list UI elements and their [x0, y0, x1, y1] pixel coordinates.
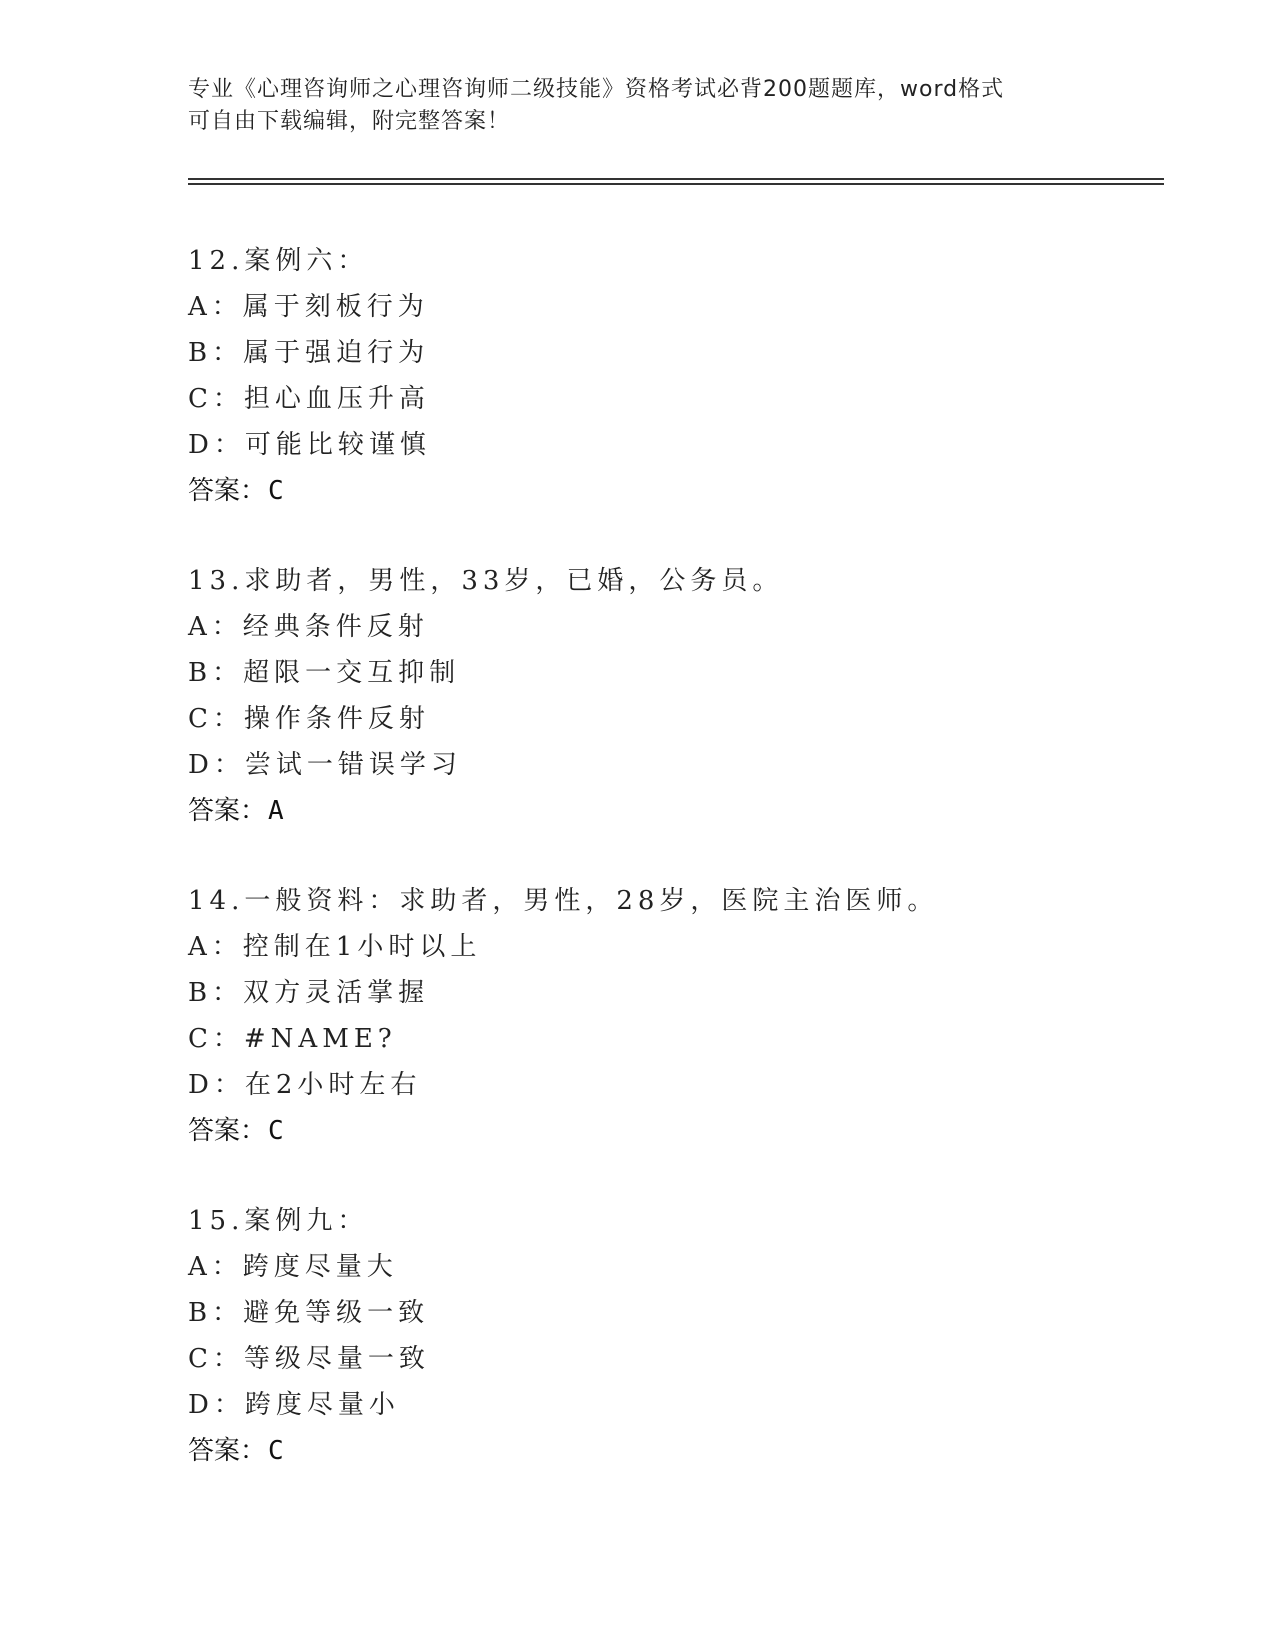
option-d: D：跨度尽量小 [188, 1390, 400, 1420]
answer-label: 答案： [188, 1116, 267, 1146]
option-a: A：经典条件反射 [188, 612, 429, 642]
option-a: A：跨度尽量大 [188, 1252, 398, 1282]
question-15 [188, 1198, 1148, 1474]
option-a: A：控制在1小时以上 [188, 932, 482, 962]
option-d: D：可能比较谨慎 [188, 430, 431, 460]
option-b: B：避免等级一致 [188, 1298, 430, 1328]
question-list [188, 238, 1148, 1518]
option-b: B：双方灵活掌握 [188, 978, 430, 1008]
option-d: D：尝试一错误学习 [188, 750, 462, 780]
header-divider-top [188, 178, 1164, 180]
answer-label: 答案： [188, 1436, 267, 1466]
answer-value: C [268, 1116, 284, 1146]
header-divider-bottom [188, 183, 1164, 185]
question-stem: 12.案例六： [188, 246, 369, 276]
option-c: C：等级尽量一致 [188, 1344, 430, 1374]
question-stem: 13.求助者，男性，33岁，已婚，公务员。 [188, 566, 784, 596]
option-d: D：在2小时左右 [188, 1070, 422, 1100]
option-c: C：#NAME? [188, 1024, 397, 1054]
question-14 [188, 878, 1148, 1154]
answer-line [188, 788, 1148, 834]
answer-label: 答案： [188, 796, 267, 826]
question-12 [188, 238, 1148, 514]
answer-line [188, 1428, 1148, 1474]
option-c: C：操作条件反射 [188, 704, 430, 734]
answer-line [188, 1108, 1148, 1154]
question-stem: 15.案例九： [188, 1206, 369, 1236]
answer-line [188, 468, 1148, 514]
document-header [188, 74, 1088, 138]
question-stem: 14.一般资料：求助者，男性，28岁，医院主治医师。 [188, 886, 939, 916]
answer-value: A [268, 796, 284, 826]
header-line-1: 专业《心理咨询师之心理咨询师二级技能》资格考试必背200题题库，word格式 [188, 77, 1005, 102]
option-c: C：担心血压升高 [188, 384, 430, 414]
option-a: A：属于刻板行为 [188, 292, 429, 322]
answer-label: 答案： [188, 476, 267, 506]
header-line-2: 可自由下载编辑，附完整答案！ [188, 109, 511, 134]
question-13 [188, 558, 1148, 834]
answer-value: C [268, 1436, 284, 1466]
option-b: B：属于强迫行为 [188, 338, 430, 368]
option-b: B：超限一交互抑制 [188, 658, 461, 688]
answer-value: C [268, 476, 284, 506]
